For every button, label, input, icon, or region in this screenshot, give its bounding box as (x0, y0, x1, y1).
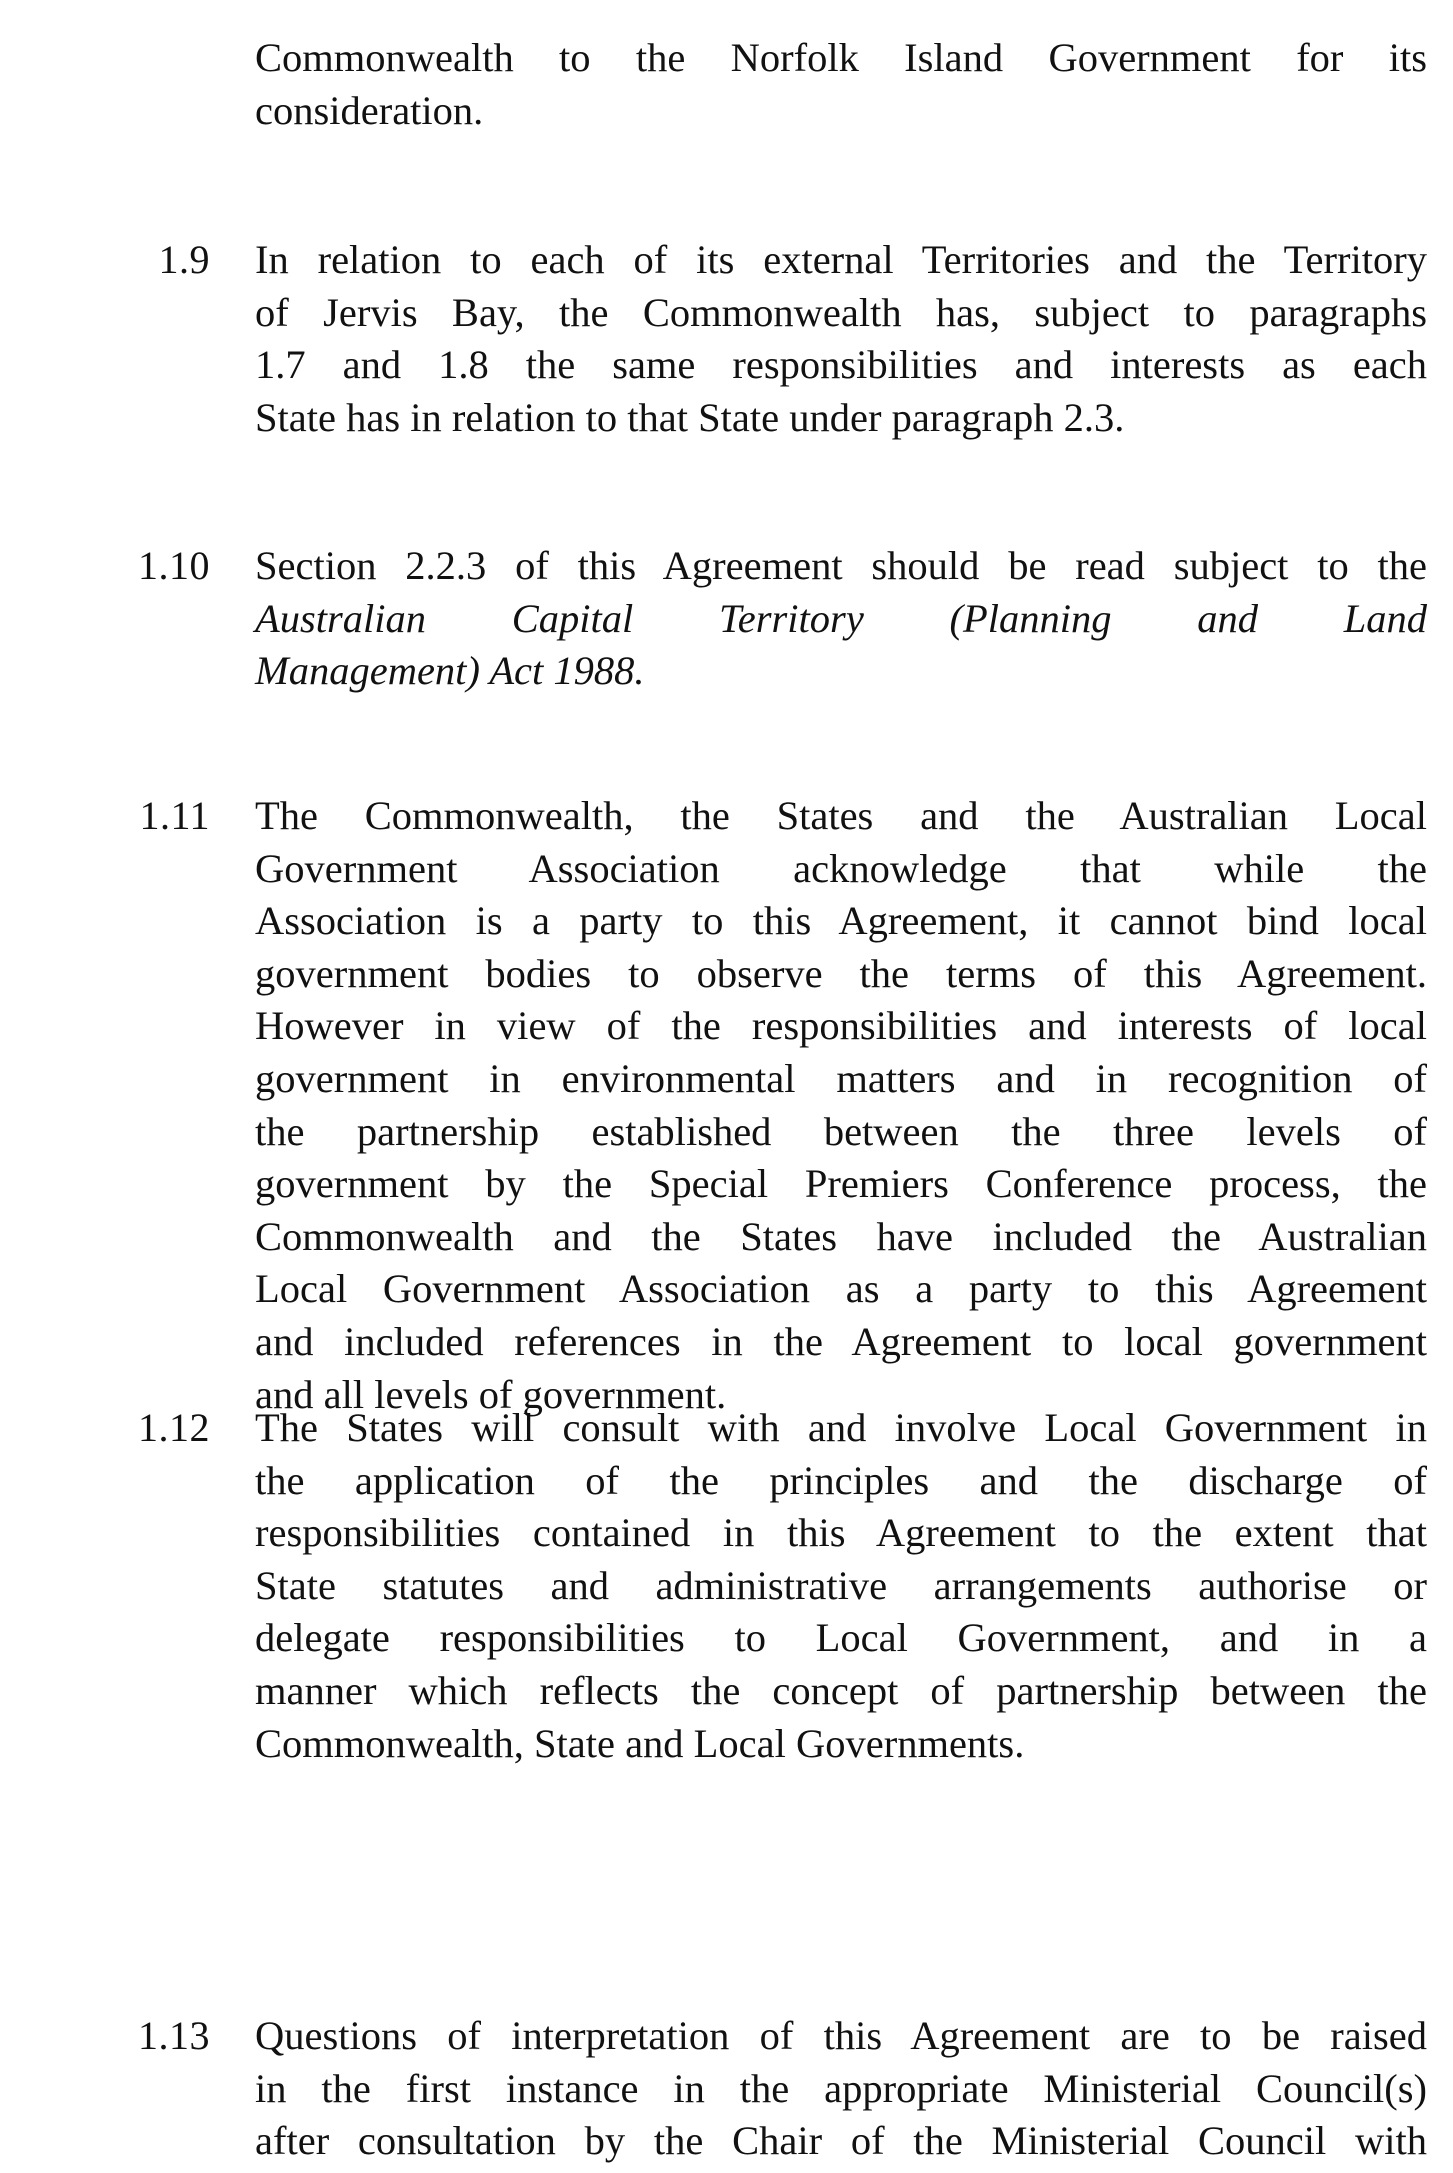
text-line: Government Association acknowledge that while the (255, 845, 1427, 891)
text-line: Questions of interpretation of this Agreement are to be raised (255, 2013, 1427, 2058)
text-line: after consultation by the Chair of the Ministerial Council with (255, 2118, 1427, 2164)
text-line: Section 2.2.3 of this Agreement should be read subject to the (255, 543, 1427, 588)
act-title-line: Management) Act 1988. (255, 648, 645, 694)
text-line: Commonwealth and the States have included the Australian (255, 1213, 1427, 1259)
text-line: The Commonwealth, the States and the Australian Local (255, 793, 1427, 838)
paragraph-number: 1.11 (139, 793, 210, 838)
paragraph-body (255, 32, 1427, 137)
text-line: manner which reflects the concept of partnership between the (255, 1667, 1427, 1713)
text-line: consideration. (255, 87, 484, 133)
text-line: 1.7 and 1.8 the same responsibilities and interests as each (255, 342, 1427, 388)
text-line: Local Government Association as a party to this Agreement (255, 1266, 1427, 1312)
paragraph-number: 1.12 (138, 1405, 210, 1450)
text-line: responsibilities contained in this Agreement to the extent that (255, 1510, 1427, 1556)
text-line: and all levels of government. (255, 1371, 727, 1417)
text-line: State has in relation to that State under paragraph 2.3. (255, 394, 1125, 440)
text-line: However in view of the responsibilities and interests of local (255, 1003, 1427, 1049)
paragraph-body (255, 540, 1427, 698)
paragraph-number: 1.9 (158, 237, 210, 282)
text-line: the partnership established between the three levels of (255, 1108, 1427, 1154)
text-line: the application of the principles and the discharge of (255, 1457, 1427, 1503)
text-line: of Jervis Bay, the Commonwealth has, subject to paragraphs (255, 289, 1427, 335)
text-line: Commonwealth to the Norfolk Island Government for its (255, 35, 1427, 80)
paragraph-body (255, 234, 1427, 444)
text-line: in the first instance in the appropriate Ministerial Council(s) (255, 2065, 1427, 2111)
text-line: The States will consult with and involve Local Government in (255, 1405, 1427, 1450)
text-line: Association is a party to this Agreement, it cannot bind local (255, 898, 1427, 944)
text-line: State statutes and administrative arrangements authorise or (255, 1562, 1427, 1608)
paragraph-body (255, 2010, 1427, 2168)
act-title-line: Australian Capital Territory (Planning and Land (255, 595, 1427, 641)
paragraph-body (255, 1402, 1427, 1770)
paragraph-number: 1.13 (138, 2013, 210, 2058)
text-line: In relation to each of its external Territories and the Territory (255, 237, 1427, 282)
paragraph-body (255, 790, 1427, 1421)
text-line: government in environmental matters and in recognition of (255, 1055, 1427, 1101)
text-line: government bodies to observe the terms of this Agreement. (255, 950, 1427, 996)
text-line: Commonwealth, State and Local Governments. (255, 1720, 1025, 1766)
text-line: and included references in the Agreement to local government (255, 1318, 1427, 1364)
text-line: delegate responsibilities to Local Government, and in a (255, 1615, 1427, 1661)
paragraph-number: 1.10 (138, 543, 210, 588)
text-line: government by the Special Premiers Conference process, the (255, 1161, 1427, 1207)
